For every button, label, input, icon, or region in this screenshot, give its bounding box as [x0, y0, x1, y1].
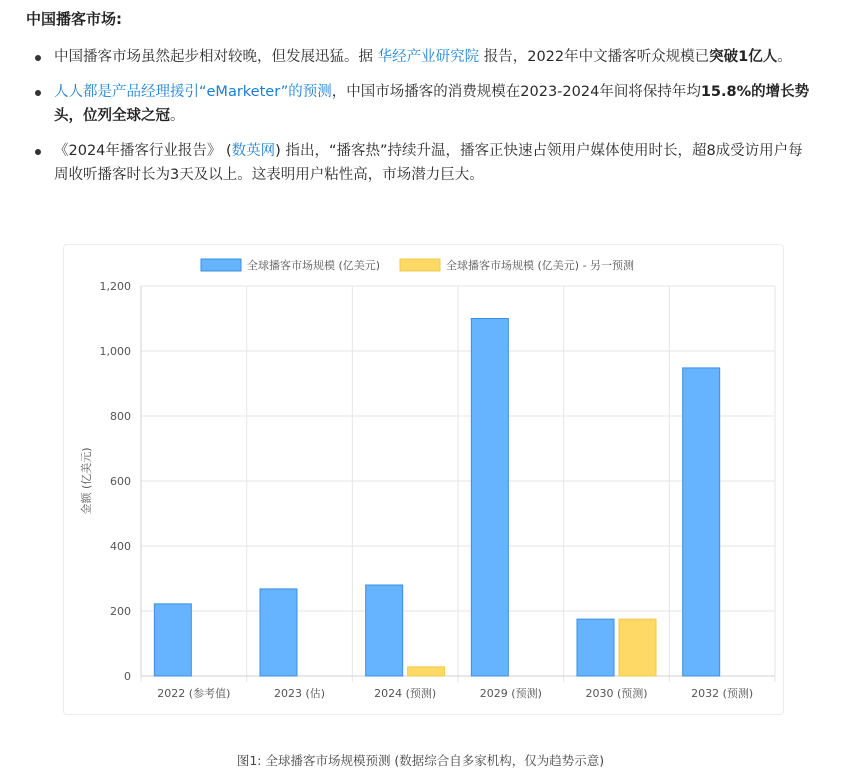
bar-series-1 — [260, 589, 297, 676]
bullet-list — [26, 45, 816, 198]
legend-label-2: 全球播客市场规模 (亿美元) - 另一预测 — [446, 259, 635, 272]
bullet-item-1 — [26, 45, 816, 69]
y-tick-label: 200 — [110, 605, 131, 618]
bullet-2-highlight: 15.8%的增长势头，位列全球之冠 — [54, 84, 810, 124]
bullet-1-text-pre: 中国播客市场虽然起步相对较晚，但发展迅猛。据 — [54, 49, 378, 65]
bar-series-1 — [366, 585, 403, 676]
bullet-1-highlight: 突破1亿人 — [709, 49, 778, 65]
source-link-woshipm[interactable]: 人人都是产品经理援引“eMarketer”的预测 — [54, 84, 332, 100]
source-link-digitaling[interactable]: 数英网 — [231, 143, 276, 159]
bar-series-2 — [619, 619, 656, 676]
section-heading: 中国播客市场: — [26, 10, 122, 28]
x-tick-label: 2030 (预测) — [585, 687, 648, 700]
bar-series-2 — [408, 667, 445, 676]
y-tick-label: 800 — [110, 410, 131, 423]
bullet-item-2 — [26, 80, 816, 128]
x-tick-label: 2022 (参考值) — [157, 687, 231, 700]
x-tick-label: 2029 (预测) — [479, 687, 542, 700]
y-tick-label: 400 — [110, 540, 131, 553]
bullet-3-text-mid: ) 指出，“播客热”持续升温，播客正快速占领用户媒体使用时长，超8成受访用户每周收听播客时长为3天及以上。这表明用户粘性高，市场潜力巨大。 — [54, 143, 803, 183]
x-tick-label: 2023 (估) — [273, 687, 326, 700]
bar-series-1 — [154, 604, 191, 676]
legend-swatch-1 — [201, 259, 241, 271]
bullet-2-text-post: 。 — [170, 108, 185, 124]
y-axis-title: 金额 (亿美元) — [80, 447, 93, 515]
y-tick-label: 1,200 — [99, 280, 131, 293]
bar-series-1 — [471, 319, 508, 677]
bar-series-1 — [683, 368, 720, 676]
figure-caption: 图1: 全球播客市场规模预测 (数据综合自多家机构，仅为趋势示意) — [236, 753, 605, 768]
x-tick-label: 2024 (预测) — [374, 687, 437, 700]
y-tick-label: 0 — [124, 670, 131, 683]
bullet-2-text-mid: ，中国市场播客的消费规模在2023-2024年间将保持年均 — [331, 84, 701, 100]
bar-series-1 — [577, 619, 614, 676]
y-tick-label: 1,000 — [99, 345, 131, 358]
legend-label-1: 全球播客市场规模 (亿美元) — [247, 259, 381, 272]
y-tick-label: 600 — [110, 475, 131, 488]
bullet-3-text-pre: 《2024年播客行业报告》 ( — [54, 143, 232, 159]
bullet-1-text-post: 。 — [777, 49, 792, 65]
chart-card — [63, 244, 784, 715]
bullet-1-text-mid: 报告，2022年中文播客听众规模已 — [479, 49, 710, 65]
x-tick-label: 2032 (预测) — [691, 687, 754, 700]
legend-swatch-2 — [400, 259, 440, 271]
bar-chart — [64, 245, 785, 716]
source-link-huajing[interactable]: 华经产业研究院 — [377, 49, 480, 65]
bullet-item-3 — [26, 139, 816, 187]
